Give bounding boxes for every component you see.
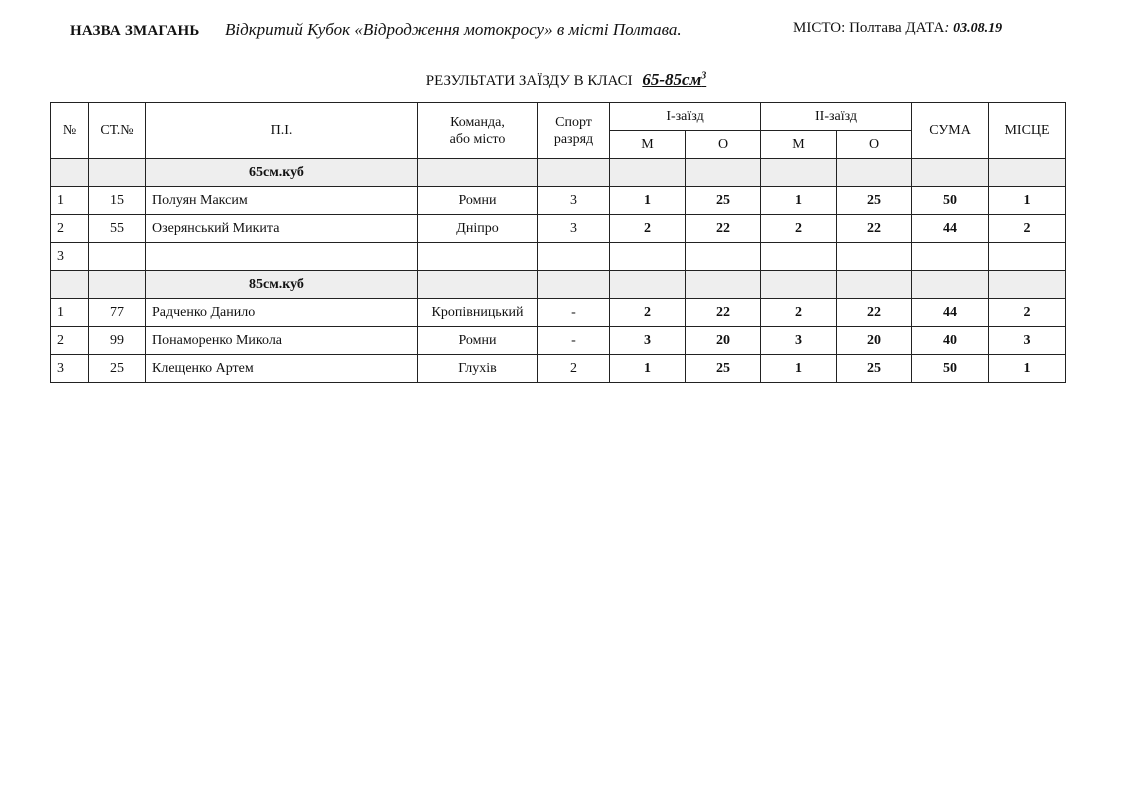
cell-heat1-o <box>686 243 761 271</box>
group-empty-cell <box>610 159 686 187</box>
cell-num: 1 <box>51 187 89 215</box>
group-empty-cell <box>686 271 761 299</box>
cell-sum: 50 <box>912 355 989 383</box>
cell-rank: 3 <box>538 187 610 215</box>
cell-heat1-m <box>610 243 686 271</box>
cell-name <box>146 243 418 271</box>
group-empty-cell <box>837 271 912 299</box>
cell-place: 2 <box>989 299 1066 327</box>
group-label: 85см.куб <box>146 271 418 299</box>
header-heat1: І-заїзд <box>610 103 761 131</box>
cell-team: Ромни <box>418 327 538 355</box>
city-label: МІСТО: <box>793 20 846 36</box>
cell-heat1-o: 25 <box>686 355 761 383</box>
cell-start-num: 77 <box>89 299 146 327</box>
header-team-line1: Команда, <box>450 114 505 130</box>
header-name: П.І. <box>146 103 418 159</box>
cell-heat2-o: 22 <box>837 299 912 327</box>
cell-heat2-m: 2 <box>761 215 837 243</box>
cell-sum <box>912 243 989 271</box>
group-empty-cell <box>837 159 912 187</box>
cell-name: Понаморенко Микола <box>146 327 418 355</box>
cell-sum: 44 <box>912 299 989 327</box>
group-label: 65см.куб <box>146 159 418 187</box>
cell-rank: - <box>538 327 610 355</box>
cell-rank: - <box>538 299 610 327</box>
city-date-block <box>793 20 1002 37</box>
group-empty-cell <box>89 271 146 299</box>
group-empty-cell <box>610 271 686 299</box>
city-value: Полтава <box>849 20 902 36</box>
header-place: МІСЦЕ <box>989 103 1066 159</box>
cell-name: Радченко Данило <box>146 299 418 327</box>
header-start-num: СТ.№ <box>89 103 146 159</box>
cell-heat2-o: 25 <box>837 355 912 383</box>
cell-heat1-m: 2 <box>610 299 686 327</box>
cell-place: 1 <box>989 355 1066 383</box>
cell-start-num: 15 <box>89 187 146 215</box>
document-header <box>70 20 1070 44</box>
group-empty-cell <box>418 159 538 187</box>
cell-heat1-m: 3 <box>610 327 686 355</box>
cell-heat1-o: 20 <box>686 327 761 355</box>
cell-start-num: 55 <box>89 215 146 243</box>
cell-heat2-m: 2 <box>761 299 837 327</box>
cell-name: Озерянський Микита <box>146 215 418 243</box>
cell-sum: 50 <box>912 187 989 215</box>
cell-num: 2 <box>51 215 89 243</box>
cell-sum: 44 <box>912 215 989 243</box>
group-empty-cell <box>989 159 1066 187</box>
cell-heat1-m: 1 <box>610 355 686 383</box>
cell-heat2-o: 22 <box>837 215 912 243</box>
cell-num: 3 <box>51 355 89 383</box>
group-empty-cell <box>989 271 1066 299</box>
group-empty-cell <box>761 159 837 187</box>
cell-team: Кропівницький <box>418 299 538 327</box>
group-row <box>51 159 1066 187</box>
cell-heat1-o: 22 <box>686 215 761 243</box>
cell-heat1-o: 25 <box>686 187 761 215</box>
table-row <box>51 243 1066 271</box>
group-empty-cell <box>538 159 610 187</box>
cell-start-num <box>89 243 146 271</box>
date-value: 03.08.19 <box>953 21 1003 36</box>
table-row <box>51 299 1066 327</box>
header-rank-line2: разряд <box>553 131 594 147</box>
cell-name: Полуян Максим <box>146 187 418 215</box>
results-title <box>0 70 1132 90</box>
results-title-text: РЕЗУЛЬТАТИ ЗАЇЗДУ В КЛАСІ <box>425 73 633 89</box>
group-empty-cell <box>418 271 538 299</box>
cell-team <box>418 243 538 271</box>
cell-heat2-m <box>761 243 837 271</box>
table-row <box>51 355 1066 383</box>
group-empty-cell <box>686 159 761 187</box>
cell-start-num: 25 <box>89 355 146 383</box>
cell-num: 1 <box>51 299 89 327</box>
group-empty-cell <box>538 271 610 299</box>
cell-heat2-o <box>837 243 912 271</box>
cell-heat2-m: 1 <box>761 187 837 215</box>
cell-place <box>989 243 1066 271</box>
cell-place: 1 <box>989 187 1066 215</box>
header-sum: СУМА <box>912 103 989 159</box>
cell-sum: 40 <box>912 327 989 355</box>
cell-heat2-m: 3 <box>761 327 837 355</box>
class-value: 65-85см <box>642 70 702 89</box>
cell-rank: 3 <box>538 215 610 243</box>
header-rank <box>538 103 610 159</box>
cell-rank <box>538 243 610 271</box>
header-heat2-m: М <box>761 131 837 159</box>
cell-heat1-m: 2 <box>610 215 686 243</box>
cell-start-num: 99 <box>89 327 146 355</box>
header-heat1-o: О <box>686 131 761 159</box>
header-heat2-o: О <box>837 131 912 159</box>
cell-heat1-o: 22 <box>686 299 761 327</box>
results-table <box>50 102 1066 383</box>
event-label: НАЗВА ЗМАГАНЬ <box>70 23 200 39</box>
group-empty-cell <box>912 159 989 187</box>
date-label: ДАТА <box>905 20 945 36</box>
cell-num: 3 <box>51 243 89 271</box>
event-name: Відкритий Кубок «Відродження мотокросу» в місті Полтава. <box>225 20 682 39</box>
cell-team: Ромни <box>418 187 538 215</box>
group-empty-cell <box>51 271 89 299</box>
date-colon: : <box>944 20 950 36</box>
class-name <box>642 70 706 89</box>
cell-name: Клещенко Артем <box>146 355 418 383</box>
cell-heat1-m: 1 <box>610 187 686 215</box>
cell-heat2-m: 1 <box>761 355 837 383</box>
header-row <box>51 103 1066 131</box>
header-heat1-m: М <box>610 131 686 159</box>
group-row <box>51 271 1066 299</box>
cell-place: 3 <box>989 327 1066 355</box>
header-rank-line1: Спорт <box>555 114 592 130</box>
header-team-line2: або місто <box>449 131 506 147</box>
group-empty-cell <box>89 159 146 187</box>
table-row <box>51 187 1066 215</box>
group-empty-cell <box>912 271 989 299</box>
group-empty-cell <box>761 271 837 299</box>
header-team <box>418 103 538 159</box>
cell-place: 2 <box>989 215 1066 243</box>
header-num: № <box>51 103 89 159</box>
table-row <box>51 327 1066 355</box>
cell-team: Дніпро <box>418 215 538 243</box>
table-row <box>51 215 1066 243</box>
header-heat2: ІІ-заїзд <box>761 103 912 131</box>
class-superscript: 3 <box>701 70 707 82</box>
results-body <box>51 159 1066 383</box>
cell-heat2-o: 25 <box>837 187 912 215</box>
cell-rank: 2 <box>538 355 610 383</box>
cell-heat2-o: 20 <box>837 327 912 355</box>
group-empty-cell <box>51 159 89 187</box>
cell-num: 2 <box>51 327 89 355</box>
cell-team: Глухів <box>418 355 538 383</box>
